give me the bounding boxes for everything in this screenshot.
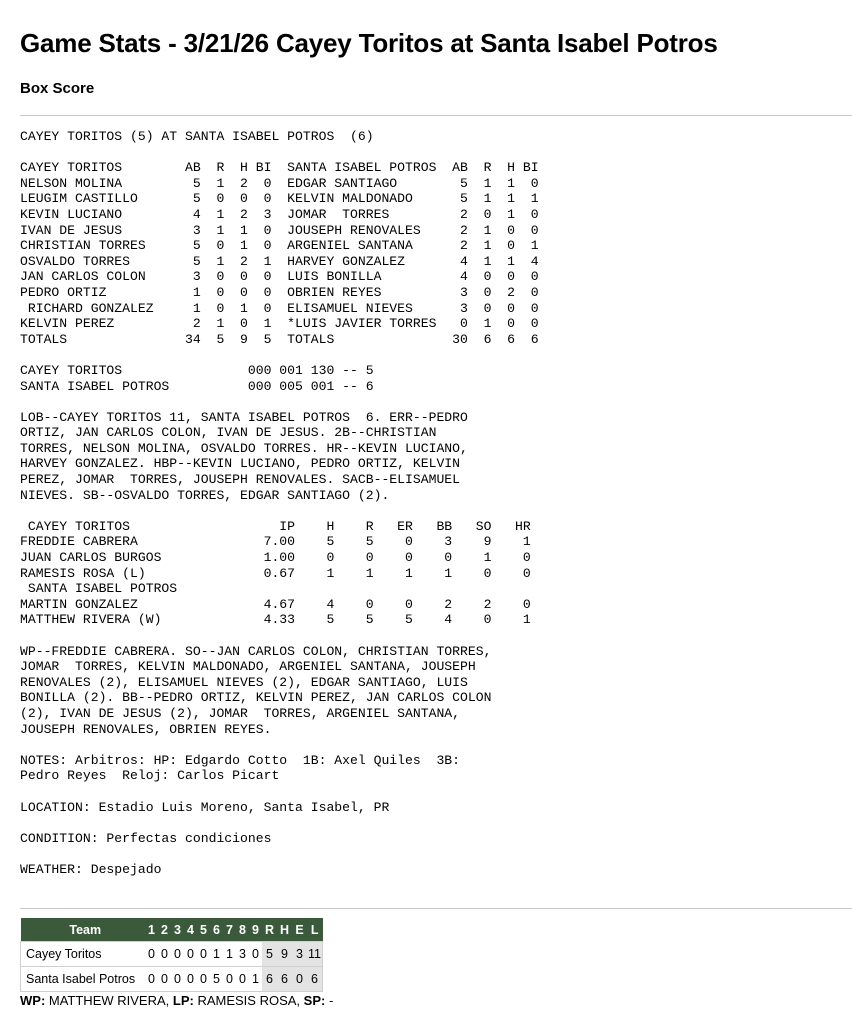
box-score-line: (2), IVAN DE JESUS (2), JOMAR TORRES, ARGENIEL SANTANA, xyxy=(20,705,461,721)
box-score-line: ORTIZ, JAN CARLOS COLON, IVAN DE JESUS. 2B--CHRISTIAN xyxy=(20,425,437,441)
box-score-line: LOB--CAYEY TORITOS 11, SANTA ISABEL POTROS 6. ERR--PEDRO xyxy=(20,409,468,425)
box-score-line: SANTA ISABEL POTROS 000 005 001 -- 6 xyxy=(20,378,374,394)
box-score-line: JAN CARLOS COLON 3 0 0 0 LUIS BONILLA 4 0 0 0 xyxy=(20,269,539,285)
inning-score: 0 xyxy=(171,967,184,992)
box-score-line: HARVEY GONZALEZ. HBP--KEVIN LUCIANO, PEDRO ORTIZ, KELVIN xyxy=(20,456,461,472)
box-score-line: KELVIN PEREZ 2 1 0 1 *LUIS JAVIER TORRES 0 1 0 0 xyxy=(20,316,539,332)
box-score-line: JUAN CARLOS BURGOS 1.00 0 0 0 0 1 0 xyxy=(20,550,531,566)
header-inning: 1 xyxy=(145,918,158,942)
inning-score: 0 xyxy=(158,967,171,992)
box-score-line: PEDRO ORTIZ 1 0 0 0 OBRIEN REYES 3 0 2 0 xyxy=(20,284,539,300)
total-hits: 9 xyxy=(277,942,292,967)
wp-label: WP: xyxy=(20,993,46,1008)
box-score-line: FREDDIE CABRERA 7.00 5 5 0 3 9 1 xyxy=(20,534,531,550)
box-score-line: LOCATION: Estadio Luis Moreno, Santa Isabel, PR xyxy=(20,799,390,815)
box-score-line: RICHARD GONZALEZ 1 0 1 0 ELISAMUEL NIEVES 3 0 0 0 xyxy=(20,300,539,316)
inning-score: 1 xyxy=(223,942,236,967)
header-hits: H xyxy=(277,918,292,942)
box-score-line: NIEVES. SB--OSVALDO TORRES, EDGAR SANTIAGO (2). xyxy=(20,487,390,503)
winning-pitcher: MATTHEW RIVERA, xyxy=(45,993,173,1008)
inning-score: 0 xyxy=(184,942,197,967)
header-inning: 4 xyxy=(184,918,197,942)
inning-score: 0 xyxy=(145,942,158,967)
box-score-line: IVAN DE JESUS 3 1 1 0 JOUSEPH RENOVALES 2 1 0 0 xyxy=(20,222,539,238)
header-inning: 3 xyxy=(171,918,184,942)
box-score-line: WP--FREDDIE CABRERA. SO--JAN CARLOS COLON, CHRISTIAN TORRES, xyxy=(20,643,492,659)
inning-score: 0 xyxy=(236,967,249,992)
team-name: Santa Isabel Potros xyxy=(21,967,146,992)
header-inning: 9 xyxy=(249,918,262,942)
box-score-line: KEVIN LUCIANO 4 1 2 3 JOMAR TORRES 2 0 1 0 xyxy=(20,206,539,222)
section-heading-box-score: Box Score xyxy=(20,80,95,97)
inning-score: 0 xyxy=(223,967,236,992)
box-score-line: BONILLA (2). BB--PEDRO ORTIZ, KELVIN PEREZ, JAN CARLOS COLON xyxy=(20,690,492,706)
header-team: Team xyxy=(21,918,146,942)
header-inning: 5 xyxy=(197,918,210,942)
header-inning: 6 xyxy=(210,918,223,942)
box-score-line: OSVALDO TORRES 5 1 2 1 HARVEY GONZALEZ 4 1 1 4 xyxy=(20,253,539,269)
total-errors: 0 xyxy=(292,967,307,992)
inning-score: 5 xyxy=(210,967,223,992)
box-score-line: JOMAR TORRES, KELVIN MALDONADO, ARGENIEL SANTANA, JOUSEPH xyxy=(20,659,476,675)
pitchers-of-record xyxy=(20,993,333,1008)
inning-score: 0 xyxy=(197,942,210,967)
sp-label: SP: xyxy=(303,993,326,1008)
inning-score: 0 xyxy=(158,942,171,967)
inning-score: 0 xyxy=(145,967,158,992)
box-score-line: PEREZ, JOMAR TORRES, JOUSEPH RENOVALES. SACB--ELISAMUEL xyxy=(20,472,461,488)
total-lob: 6 xyxy=(307,967,323,992)
total-hits: 6 xyxy=(277,967,292,992)
inning-score: 1 xyxy=(210,942,223,967)
linescore-header-row xyxy=(21,918,323,942)
table-row xyxy=(21,967,323,992)
total-lob: 11 xyxy=(307,942,323,967)
header-inning: 2 xyxy=(158,918,171,942)
header-errors: E xyxy=(292,918,307,942)
header-inning: 8 xyxy=(236,918,249,942)
box-score-line: TORRES, NELSON MOLINA, OSVALDO TORRES. HR--KEVIN LUCIANO, xyxy=(20,440,468,456)
box-score-line: RENOVALES (2), ELISAMUEL NIEVES (2), EDGAR SANTIAGO, LUIS xyxy=(20,674,468,690)
header-lob: L xyxy=(307,918,323,942)
box-score-line: MARTIN GONZALEZ 4.67 4 0 0 2 2 0 xyxy=(20,596,531,612)
table-row xyxy=(21,942,323,967)
box-score-line: NOTES: Arbitros: HP: Edgardo Cotto 1B: Axel Quiles 3B: xyxy=(20,752,461,768)
box-score-line: SANTA ISABEL POTROS xyxy=(20,581,178,597)
divider-top xyxy=(20,115,852,116)
losing-pitcher: RAMESIS ROSA, xyxy=(193,993,304,1008)
box-score-line: CAYEY TORITOS AB R H BI SANTA ISABEL POTROS AB R H BI xyxy=(20,160,539,176)
box-score-text xyxy=(20,129,539,878)
linescore-table xyxy=(20,918,323,992)
box-score-line: RAMESIS ROSA (L) 0.67 1 1 1 1 0 0 xyxy=(20,565,531,581)
inning-score: 0 xyxy=(249,942,262,967)
total-errors: 3 xyxy=(292,942,307,967)
header-runs: R xyxy=(262,918,277,942)
inning-score: 1 xyxy=(249,967,262,992)
total-runs: 5 xyxy=(262,942,277,967)
box-score-line: Pedro Reyes Reloj: Carlos Picart xyxy=(20,768,280,784)
page-title: Game Stats - 3/21/26 Cayey Toritos at Santa Isabel Potros xyxy=(20,28,718,58)
box-score-line: NELSON MOLINA 5 1 2 0 EDGAR SANTIAGO 5 1 1 0 xyxy=(20,175,539,191)
inning-score: 0 xyxy=(184,967,197,992)
team-name: Cayey Toritos xyxy=(21,942,146,967)
inning-score: 0 xyxy=(197,967,210,992)
save-pitcher: - xyxy=(325,993,334,1008)
divider-bottom xyxy=(20,908,852,909)
box-score-line: CHRISTIAN TORRES 5 0 1 0 ARGENIEL SANTANA 2 1 0 1 xyxy=(20,238,539,254)
inning-score: 0 xyxy=(171,942,184,967)
lp-label: LP: xyxy=(172,993,194,1008)
box-score-line: CONDITION: Perfectas condiciones xyxy=(20,830,272,846)
header-inning: 7 xyxy=(223,918,236,942)
box-score-line: TOTALS 34 5 9 5 TOTALS 30 6 6 6 xyxy=(20,331,539,347)
box-score-line: LEUGIM CASTILLO 5 0 0 0 KELVIN MALDONADO 5 1 1 1 xyxy=(20,191,539,207)
total-runs: 6 xyxy=(262,967,277,992)
box-score-line: JOUSEPH RENOVALES, OBRIEN REYES. xyxy=(20,721,272,737)
inning-score: 3 xyxy=(236,942,249,967)
box-score-line: WEATHER: Despejado xyxy=(20,861,162,877)
box-score-line: CAYEY TORITOS (5) AT SANTA ISABEL POTROS (6) xyxy=(20,129,374,144)
box-score-line: CAYEY TORITOS IP H R ER BB SO HR xyxy=(20,518,531,534)
box-score-line: MATTHEW RIVERA (W) 4.33 5 5 5 4 0 1 xyxy=(20,612,531,628)
box-score-line: CAYEY TORITOS 000 001 130 -- 5 xyxy=(20,362,374,378)
